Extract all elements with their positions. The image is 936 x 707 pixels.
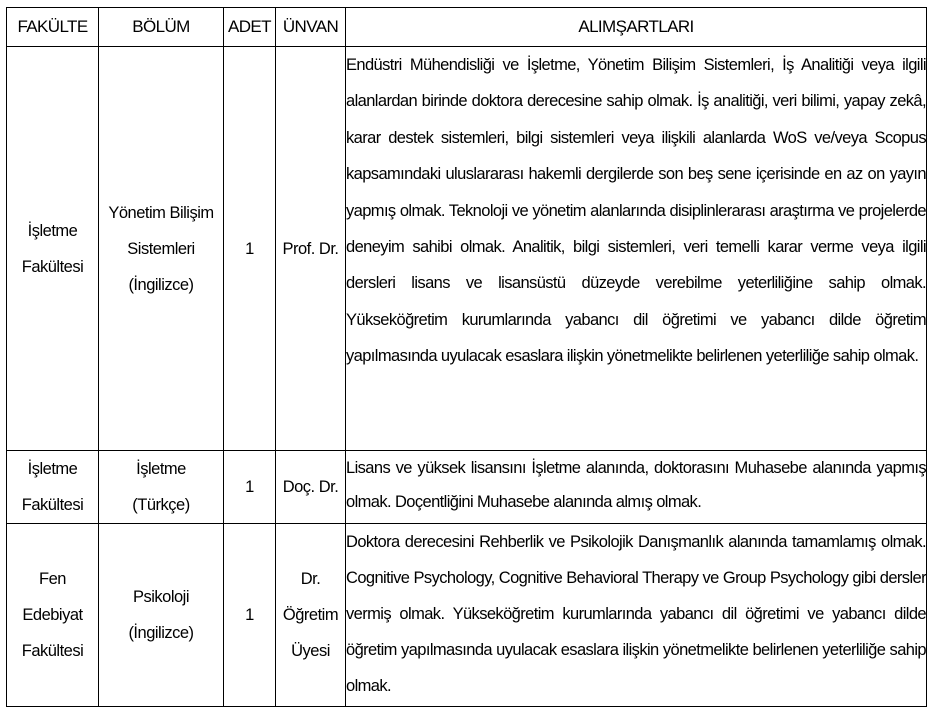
- job-listing-table: [6, 7, 927, 707]
- faculty-line: Fakültesi: [21, 496, 84, 514]
- quantity-cell: 1: [224, 524, 276, 707]
- faculty-line: Fakültesi: [21, 642, 84, 660]
- header-faculty: FAKÜLTE: [7, 8, 99, 47]
- department-line: Yönetim Bilişim: [108, 203, 214, 222]
- faculty-cell: [7, 524, 99, 707]
- title-line: Prof. Dr.: [282, 239, 339, 258]
- faculty-line: Fen: [39, 570, 66, 588]
- quantity-cell: 1: [224, 451, 276, 524]
- table-row: [7, 451, 927, 524]
- faculty-line: İşletme: [27, 460, 78, 478]
- faculty-line: Edebiyat: [22, 606, 83, 624]
- title-line: Öğretim: [282, 606, 339, 624]
- title-cell: [276, 451, 346, 524]
- title-line: Doç. Dr.: [282, 478, 339, 496]
- department-cell: [99, 524, 224, 707]
- faculty-line: Fakültesi: [21, 257, 84, 276]
- department-line: Sistemleri: [127, 239, 195, 258]
- title-line: Dr.: [300, 570, 321, 588]
- quantity-cell: 1: [224, 47, 276, 451]
- faculty-cell: [7, 451, 99, 524]
- faculty-line: İşletme: [27, 221, 78, 240]
- table-row: [7, 524, 927, 707]
- department-line: (İngilizce): [128, 624, 194, 642]
- department-line: Psikoloji: [132, 588, 189, 606]
- title-line: Üyesi: [291, 642, 330, 660]
- requirements-cell: Doktora derecesini Rehberlik ve Psikolojik Danışmanlık alanında tamamlamış olmak. Cognitive Psychology, Cognitive Behavioral Therapy ve Group Psychology gibi dersler vermiş olmak. Yükseköğretim kurumlarında yabancı dil öğretimi ve yabancı dilde öğretim yapılmasında uyulacak esaslara ilişkin yönetmelikte belirlenen yeterliliğe sahip olmak.: [346, 524, 927, 707]
- department-cell: [99, 451, 224, 524]
- requirements-cell: Endüstri Mühendisliği ve İşletme, Yönetim Bilişim Sistemleri, İş Analitiği veya ilgili alanlardan birinde doktora derecesine sahip olmak. İş analitiği, veri bilimi, yapay zekâ, karar destek sistemleri, bilgi sistemleri veya ilişkili alanlarda WoS ve/veya Scopus kapsamındaki uluslararası hakemli dergilerde son beş sene içerisinde en az on yayın yapmış olmak. Teknoloji ve yönetim alanlarında disiplinlerarası araştırma ve projelerde deneyim sahibi olmak. Analitik, bilgi sistemleri, veri temelli karar verme veya ilgili dersleri lisans ve lisansüstü düzeyde verebilme yeterliliğine sahip olmak. Yükseköğretim kurumlarında yabancı dil öğretimi ve yabancı dilde öğretim yapılmasında uyulacak esaslara ilişkin yönetmelikte belirlenen yeterliliğe sahip olmak.: [346, 47, 927, 451]
- requirements-cell: Lisans ve yüksek lisansını İşletme alanında, doktorasını Muhasebe alanında yapmış olmak. Doçentliğini Muhasebe alanında almış olmak.: [346, 451, 927, 524]
- department-line: İşletme: [136, 460, 186, 478]
- table-body: [7, 47, 927, 707]
- department-cell: [99, 47, 224, 451]
- department-line: (İngilizce): [128, 275, 194, 294]
- table-row: [7, 47, 927, 451]
- table-header: [7, 8, 927, 47]
- header-title: ÜNVAN: [276, 8, 346, 47]
- header-row: [7, 8, 927, 47]
- department-line: (Türkçe): [132, 496, 190, 514]
- header-quantity: ADET: [224, 8, 276, 47]
- header-requirements: ALIMŞARTLARI: [346, 8, 927, 47]
- job-listing-page: [6, 7, 926, 707]
- header-department: BÖLÜM: [99, 8, 224, 47]
- faculty-cell: [7, 47, 99, 451]
- title-cell: [276, 524, 346, 707]
- title-cell: [276, 47, 346, 451]
